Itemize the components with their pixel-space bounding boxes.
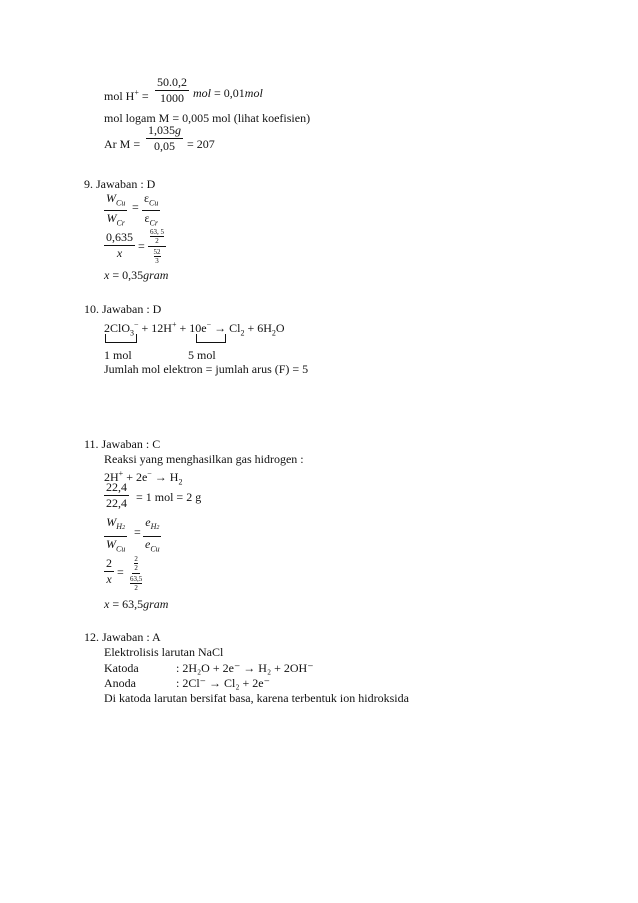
q12-conclusion: Di katoda larutan bersifat basa, karena terbentuk ion hidroksida [104,691,409,705]
q9-eq2: = [138,239,145,253]
q11-volume-result: = 1 mol = 2 g [136,490,202,504]
ar-m-label: Ar M = [104,137,141,151]
q11-equiv-ratio: 2 2 63,5 2 [130,555,143,592]
q12-anoda-reaction: : 2Cl⁻ → Cl₂ + 2e⁻ [176,676,270,690]
q11-heading: 11. Jawaban : C [84,437,161,451]
q11-eq1: = [134,525,141,539]
q9-mass-ratio: $\frac{0,635}{x}$ [106,230,133,260]
q10-bracket-clo3 [105,334,137,343]
q12-katoda-label: Katoda [104,661,139,675]
q9-eq1: = [132,200,139,214]
q11-w-ratio: $W_{H2}$ $W_{Cu}$ [106,515,126,554]
q11-reaction: $2H^+ + 2e^- \to H_2$ [104,469,183,487]
q11-volume-ratio: $\frac{22,4}{22,4}$ [106,480,127,510]
q9-heading: 9. Jawaban : D [84,177,156,191]
ar-m-result: = 207 [187,137,215,151]
q11-line1: Reaksi yang menghasilkan gas hidrogen : [104,452,304,466]
q11-result: x = 63,5gram [104,597,169,611]
q11-eq2: = [117,565,124,579]
q12-anoda-label: Anoda [104,676,136,690]
q10-mol1: 1 mol [104,348,132,362]
q9-w-ratio: $W_{Cu}$ $W_{Cr}$ [106,191,126,228]
mol-h-label: mol H+ = [104,88,149,103]
q9-eps-ratio: $\varepsilon_{Cu}$ $\varepsilon_{Cr}$ [144,191,159,228]
mol-h-result: mol = 0,01mol [193,86,263,100]
q11-mass-ratio: $\frac{2}{x}$ [106,556,112,586]
q9-equiv-ratio: 63, 5 2 52 3 [150,228,164,265]
q12-heading: 12. Jawaban : A [84,630,161,644]
q10-mol5: 5 mol [188,348,216,362]
mol-h-fraction: $\frac{50.0,2}{1000}$ [157,75,187,105]
q11-e-ratio: $e_{H2}$ $e_{Cu}$ [145,515,160,554]
q10-heading: 10. Jawaban : D [84,302,162,316]
q10-bracket-e [196,334,226,343]
q9-result: x = 0,35gram [104,268,169,282]
ar-m-fraction: $\frac{1,035g}{0,05}$ [148,123,181,153]
q10-reaction: $2ClO_3^- + 12H^+ + 10e^- \to Cl_2 + 6H_2O$ [104,320,285,338]
q10-jumlah: Jumlah mol elektron = jumlah arus (F) = 5 [104,362,309,376]
mol-logam-line: mol logam M = 0,005 mol (lihat koefisien) [104,111,311,125]
q12-line1: Elektrolisis larutan NaCl [104,645,224,659]
q12-katoda-reaction: : 2H₂O + 2e⁻ → H₂ + 2OH⁻ [176,661,314,675]
